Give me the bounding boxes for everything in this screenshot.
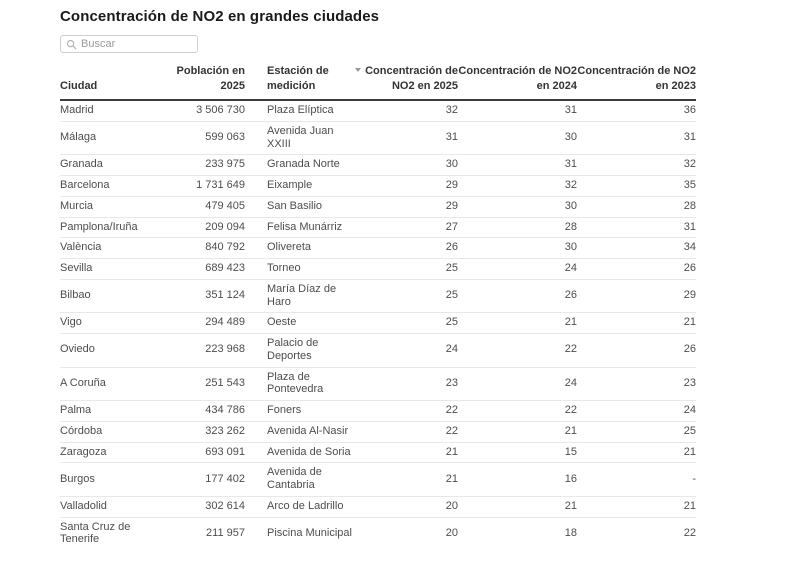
col-header-no2-2024[interactable]: Concentración de NO2 en 2024 — [458, 64, 577, 100]
cell-city: Granada — [60, 155, 170, 176]
table-row — [60, 334, 696, 368]
cell-no2-2023: 31 — [577, 217, 696, 238]
cell-no2-2023: 22 — [683, 526, 696, 539]
cell-population: 211 957 — [206, 526, 245, 539]
cell-no2-2024: 31 — [458, 155, 577, 176]
cell-no2-2023: 21 — [577, 442, 696, 463]
col-header-no2-2023[interactable]: Concentración de NO2 en 2023 — [577, 64, 696, 100]
cell-no2-2024: 22 — [458, 334, 577, 368]
cell-no2-2025: 29 — [353, 176, 458, 197]
cell-city: Palma — [60, 401, 170, 422]
cell-no2-2023: 21 — [577, 496, 696, 517]
table-row — [60, 496, 696, 517]
cell-city: Valladolid — [60, 496, 170, 517]
table-row — [60, 313, 696, 334]
cell-no2-2024: 21 — [458, 313, 577, 334]
cell-city: Bilbao — [60, 279, 170, 313]
cell-no2-2025: 27 — [353, 217, 458, 238]
cell-station: Piscina Municipal — [267, 526, 352, 539]
cell-population: 3 506 730 — [170, 100, 245, 121]
cell-no2-2023: 21 — [577, 313, 696, 334]
table-row — [60, 196, 696, 217]
cell-no2-2025: 25 — [353, 259, 458, 280]
cell-city: Murcia — [60, 196, 170, 217]
cell-population: 351 124 — [170, 279, 245, 313]
search-icon — [66, 39, 77, 50]
cell-station: Plaza Elíptica — [245, 100, 353, 121]
cell-city: Barcelona — [60, 176, 170, 197]
cell-population: 434 786 — [170, 401, 245, 422]
cell-no2-2024: 30 — [458, 238, 577, 259]
cell-no2-2025: 32 — [353, 100, 458, 121]
cell-station: Oeste — [245, 313, 353, 334]
table-row — [60, 401, 696, 422]
cell-no2-2024: 28 — [458, 217, 577, 238]
cell-station: Eixample — [245, 176, 353, 197]
cell-city: Santa Cruz de Tenerife — [60, 520, 131, 546]
cell-no2-2023: 23 — [577, 367, 696, 401]
col-header-poblacion-2025[interactable]: Población en 2025 — [170, 64, 245, 100]
cell-city: Burgos — [60, 463, 170, 497]
cell-population: 479 405 — [170, 196, 245, 217]
cell-no2-2024: 24 — [458, 367, 577, 401]
cell-no2-2024: 21 — [458, 421, 577, 442]
cell-no2-2023: 28 — [577, 196, 696, 217]
cell-population: 177 402 — [170, 463, 245, 497]
cell-no2-2023: 35 — [577, 176, 696, 197]
table-row — [60, 442, 696, 463]
cell-no2-2025: 22 — [353, 401, 458, 422]
cell-no2-2023: - — [577, 463, 696, 497]
cell-station: María Díaz de Haro — [245, 279, 353, 313]
table-row — [60, 517, 696, 550]
cell-no2-2024: 16 — [458, 463, 577, 497]
cell-population: 689 423 — [170, 259, 245, 280]
col-header-no2-2025[interactable]: Concentración de NO2 en 2025 — [353, 64, 458, 100]
data-table — [60, 64, 696, 550]
cell-city: Pamplona/Iruña — [60, 217, 170, 238]
cell-no2-2024: 30 — [458, 196, 577, 217]
cell-no2-2025: 21 — [353, 442, 458, 463]
cell-no2-2025: 20 — [445, 526, 458, 539]
table-row — [60, 367, 696, 401]
cell-population: 302 614 — [170, 496, 245, 517]
cell-no2-2023: 26 — [577, 259, 696, 280]
cell-population: 209 094 — [170, 217, 245, 238]
cell-city: Zaragoza — [60, 442, 170, 463]
table-row — [60, 259, 696, 280]
cell-population: 840 792 — [170, 238, 245, 259]
cell-no2-2025: 31 — [353, 121, 458, 155]
table-row — [60, 421, 696, 442]
search-input[interactable] — [81, 38, 197, 50]
cell-population: 233 975 — [170, 155, 245, 176]
cell-station: Torneo — [245, 259, 353, 280]
cell-population: 223 968 — [170, 334, 245, 368]
cell-no2-2025: 22 — [353, 421, 458, 442]
cell-no2-2025: 20 — [353, 496, 458, 517]
cell-no2-2024: 31 — [458, 100, 577, 121]
cell-no2-2023: 26 — [577, 334, 696, 368]
sort-desc-icon — [355, 68, 361, 72]
cell-population: 294 489 — [170, 313, 245, 334]
cell-no2-2024: 30 — [458, 121, 577, 155]
cell-population: 323 262 — [170, 421, 245, 442]
cell-no2-2024: 26 — [458, 279, 577, 313]
cell-city: Madrid — [60, 100, 170, 121]
cell-station: Avenida de Cantabria — [245, 463, 353, 497]
table-row — [60, 100, 696, 121]
cell-station: Avenida de Soria — [245, 442, 353, 463]
cell-station: Foners — [245, 401, 353, 422]
cell-station: Granada Norte — [245, 155, 353, 176]
table-row — [60, 217, 696, 238]
cell-station: Olivereta — [245, 238, 353, 259]
table-row — [60, 121, 696, 155]
table-row — [60, 238, 696, 259]
cell-no2-2023: 32 — [577, 155, 696, 176]
cell-station: Felisa Munárriz — [245, 217, 353, 238]
cell-no2-2025: 25 — [353, 313, 458, 334]
cell-no2-2024: 15 — [458, 442, 577, 463]
cell-population: 251 543 — [170, 367, 245, 401]
cell-no2-2023: 31 — [577, 121, 696, 155]
cell-station: Avenida Al-Nasir — [245, 421, 353, 442]
table-row — [60, 463, 696, 497]
cell-no2-2025: 26 — [353, 238, 458, 259]
cell-station: Avenida Juan XXIII — [245, 121, 353, 155]
cell-population: 599 063 — [170, 121, 245, 155]
cell-station: Palacio de Deportes — [245, 334, 353, 368]
cell-city: Vigo — [60, 313, 170, 334]
cell-no2-2025: 29 — [353, 196, 458, 217]
table-body — [60, 100, 696, 550]
header-row — [60, 64, 696, 100]
table-header — [60, 64, 696, 100]
cell-no2-2024: 24 — [458, 259, 577, 280]
cell-city: València — [60, 238, 170, 259]
cell-no2-2023: 29 — [577, 279, 696, 313]
cell-no2-2024: 18 — [564, 526, 577, 539]
col-header-estacion[interactable]: Estación de medición — [245, 64, 353, 100]
cell-no2-2025: 25 — [353, 279, 458, 313]
cell-no2-2024: 32 — [458, 176, 577, 197]
cell-no2-2023: 24 — [577, 401, 696, 422]
cell-no2-2024: 21 — [458, 496, 577, 517]
cell-no2-2023: 36 — [577, 100, 696, 121]
cell-population: 1 731 649 — [170, 176, 245, 197]
cell-no2-2024: 22 — [458, 401, 577, 422]
search-box[interactable] — [60, 35, 198, 53]
table-row — [60, 279, 696, 313]
page-title: Concentración de NO2 en grandes ciudades — [60, 8, 380, 25]
cell-city: Córdoba — [60, 421, 170, 442]
cell-station: Plaza de Pontevedra — [245, 367, 353, 401]
cell-no2-2025: 23 — [353, 367, 458, 401]
cell-station: San Basilio — [245, 196, 353, 217]
col-header-ciudad[interactable]: Ciudad — [60, 64, 170, 100]
cell-no2-2023: 34 — [577, 238, 696, 259]
cell-no2-2025: 24 — [353, 334, 458, 368]
cell-no2-2023: 25 — [577, 421, 696, 442]
cell-no2-2025: 30 — [353, 155, 458, 176]
cell-city: Sevilla — [60, 259, 170, 280]
table-row — [60, 155, 696, 176]
cell-population: 693 091 — [170, 442, 245, 463]
cell-city: Málaga — [60, 121, 170, 155]
cell-station: Arco de Ladrillo — [245, 496, 353, 517]
cell-no2-2025: 21 — [353, 463, 458, 497]
cell-city: Oviedo — [60, 334, 170, 368]
cell-city: A Coruña — [60, 367, 170, 401]
table-row — [60, 176, 696, 197]
